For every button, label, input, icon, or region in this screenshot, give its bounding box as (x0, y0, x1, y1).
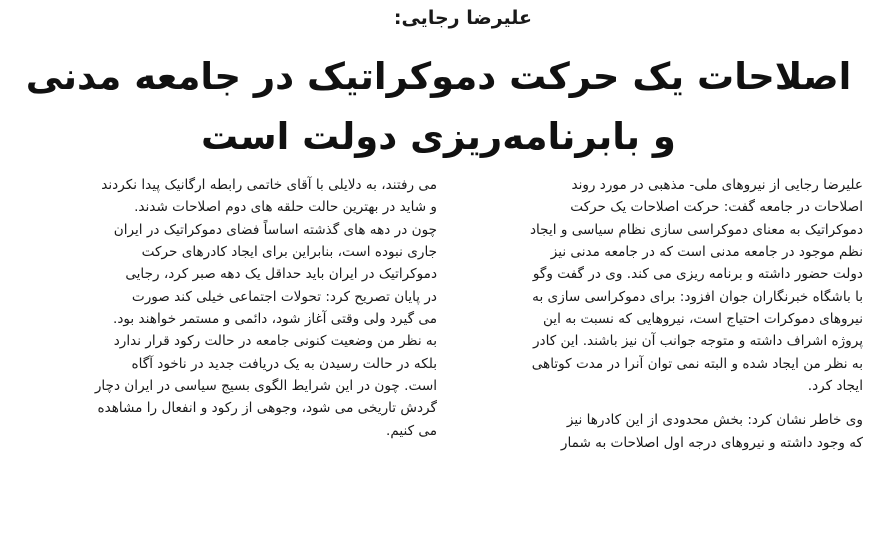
text-line: دموکراتیک به معنای دموکراسی سازی نظام سیاسی و ایجاد (529, 221, 863, 238)
body-column-left (9, 174, 437, 442)
text-line: جاری نبوده است، بنابراین برای ایجاد کادرهای حرکت (141, 244, 437, 261)
text-line: به نظر من ایجاد شده و البته نمی توان آنرا در مدت کوتاهی (531, 355, 863, 372)
paragraph-gap (451, 397, 863, 409)
text-line: چون در دهه های گذشته اساساً فضای دموکراتیک در ایران (113, 221, 437, 238)
text-line: می گیرد ولی وقتی آغاز شود، دائمی و مستمر خواهند بود. (113, 311, 437, 328)
text-line: به نظر من وضعیت کنونی جامعه در حالت رکود قرار ندارد (113, 333, 437, 350)
text-line: گردش تاریخی می شود، وجوهی از رکود و انفعال را مشاهده (97, 400, 437, 417)
text-line: نیروهای دموکرات احتیاج است، نیروهایی که نسبت به این (542, 311, 863, 328)
text-line: نظم موجود در جامعه مدنی است که در جامعه مدنی نیز (550, 244, 863, 261)
headline-line-2: و بابرنامه‌ریزی دولت است (201, 115, 676, 158)
headline-line-1: اصلاحات یک حرکت دموکراتیک در جامعه مدنی (25, 55, 852, 98)
text-line: پروژه اشراف داشته و متوجه جوانب آن نیز باشند. این کادر (532, 333, 863, 350)
text-line: با باشگاه خبرنگاران جوان افزود: برای دموکراسی سازی به (532, 288, 863, 305)
text-line: می رفتند، به دلایلی با آقای خاتمی رابطه ارگانیک پیدا نکردند (101, 177, 437, 193)
text-line: علیرضا رجایی از نیروهای ملی- مذهبی در مورد روند (571, 177, 863, 193)
text-line: ایجاد کرد. (807, 378, 863, 395)
text-line: اصلاحات در جامعه گفت: حرکت اصلاحات یک حرکت (570, 199, 863, 216)
text-line: است. چون در این شرایط الگوی بسیج سیاسی در ایران دچار (94, 378, 437, 395)
body-column-right (451, 174, 863, 454)
text-line: بلکه در حالت رسیدن به یک دریافت جدید در ناخود آگاه (131, 355, 437, 372)
text-line: دولت حضور داشته و برنامه ریزی می کند. وی در گفت وگو (532, 266, 863, 283)
article-kicker: علیرضا رجایی: (393, 7, 532, 29)
text-line: وی خاطر نشان کرد: بخش محدودی از این کادرها نیز (566, 412, 863, 429)
text-line: در پایان تصریح کرد: تحولات اجتماعی خیلی کند صورت (131, 288, 437, 305)
text-line: که وجود داشته و نیروهای درجه اول اصلاحات به شمار (560, 434, 863, 451)
text-line: دموکراتیک در ایران باید حداقل یک دهه صبر کرد، رجایی (125, 266, 437, 283)
text-line: می کنیم. (386, 422, 437, 439)
text-line: و شاید در بهترین حالت حلقه های دوم اصلاحات شدند. (134, 199, 437, 216)
